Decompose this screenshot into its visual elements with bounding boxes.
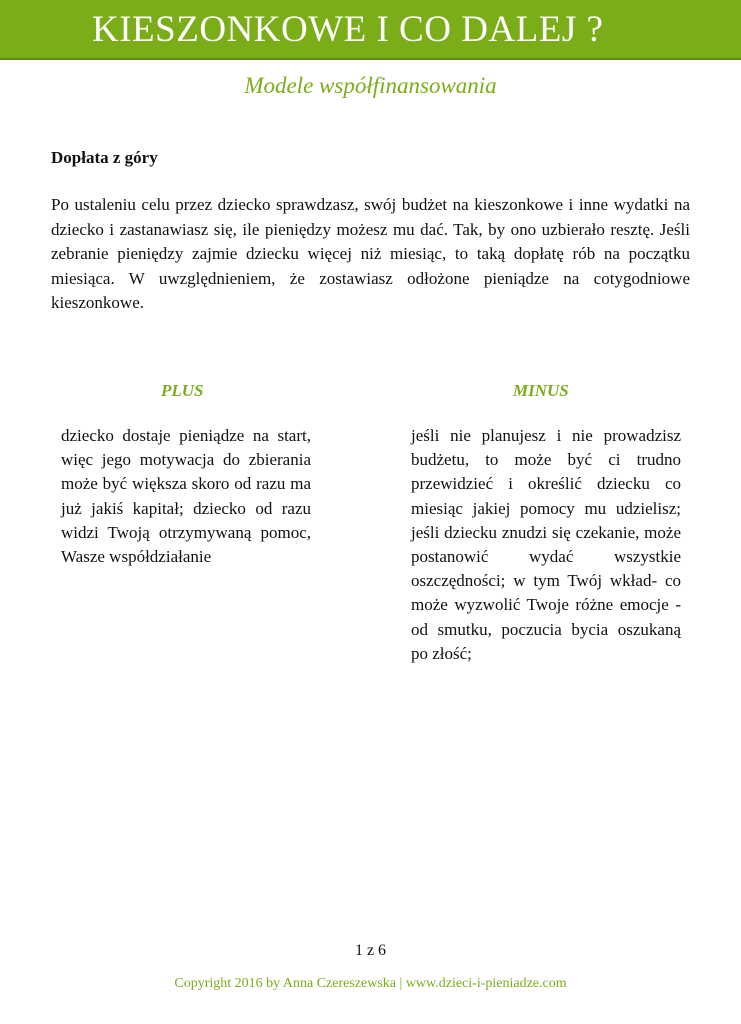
document-title: KIESZONKOWE I CO DALEJ ? <box>92 9 604 50</box>
plus-text: dziecko dostaje pieniądze na start, więc jego motywacja do zbierania może być większa skoro od razu ma już jakiś kapitał; dziecko od razu widzi Twoją otrzymywaną pomoc, Wasze współdziałanie <box>61 426 311 567</box>
minus-heading: MINUS <box>513 381 569 400</box>
page-number: 1 z 6 <box>354 942 387 959</box>
copyright-footer: Copyright 2016 by Anna Czereszewska | www.dzieci-i-pieniadze.com <box>174 976 567 991</box>
plus-heading: PLUS <box>161 381 204 400</box>
header-bar <box>0 0 741 60</box>
intro-paragraph: Po ustaleniu celu przez dziecko sprawdzasz, swój budżet na kieszonkowe i inne wydatki na dziecko i zastanawiasz się, ile pieniędzy możesz mu dać. Tak, by ono uzbierało resztę. Jeśli zebranie pieniędzy zajmie dziecku więcej niż miesiąc, to taką dopłatę rób na początku miesiąca. W uwzględnieniem, że zostawiasz odłożone pieniądze na cotygodniowe kieszonkowe. <box>51 195 690 312</box>
document-subtitle: Modele współfinansowania <box>244 73 497 98</box>
section-heading: Dopłata z góry <box>51 148 158 167</box>
minus-text: jeśli nie planujesz i nie prowadzisz budżetu, to może być ci trudno przewidzieć i określić dziecku co miesiąc jakiej pomocy mu udzielisz; jeśli dziecku znudzi się czekanie, może postanowić wydać wszystkie oszczędności; w tym Twój wkład- co może wyzwolić Twoje różne emocje - od smutku, poczucia bycia oszukaną po złość; <box>411 426 681 663</box>
